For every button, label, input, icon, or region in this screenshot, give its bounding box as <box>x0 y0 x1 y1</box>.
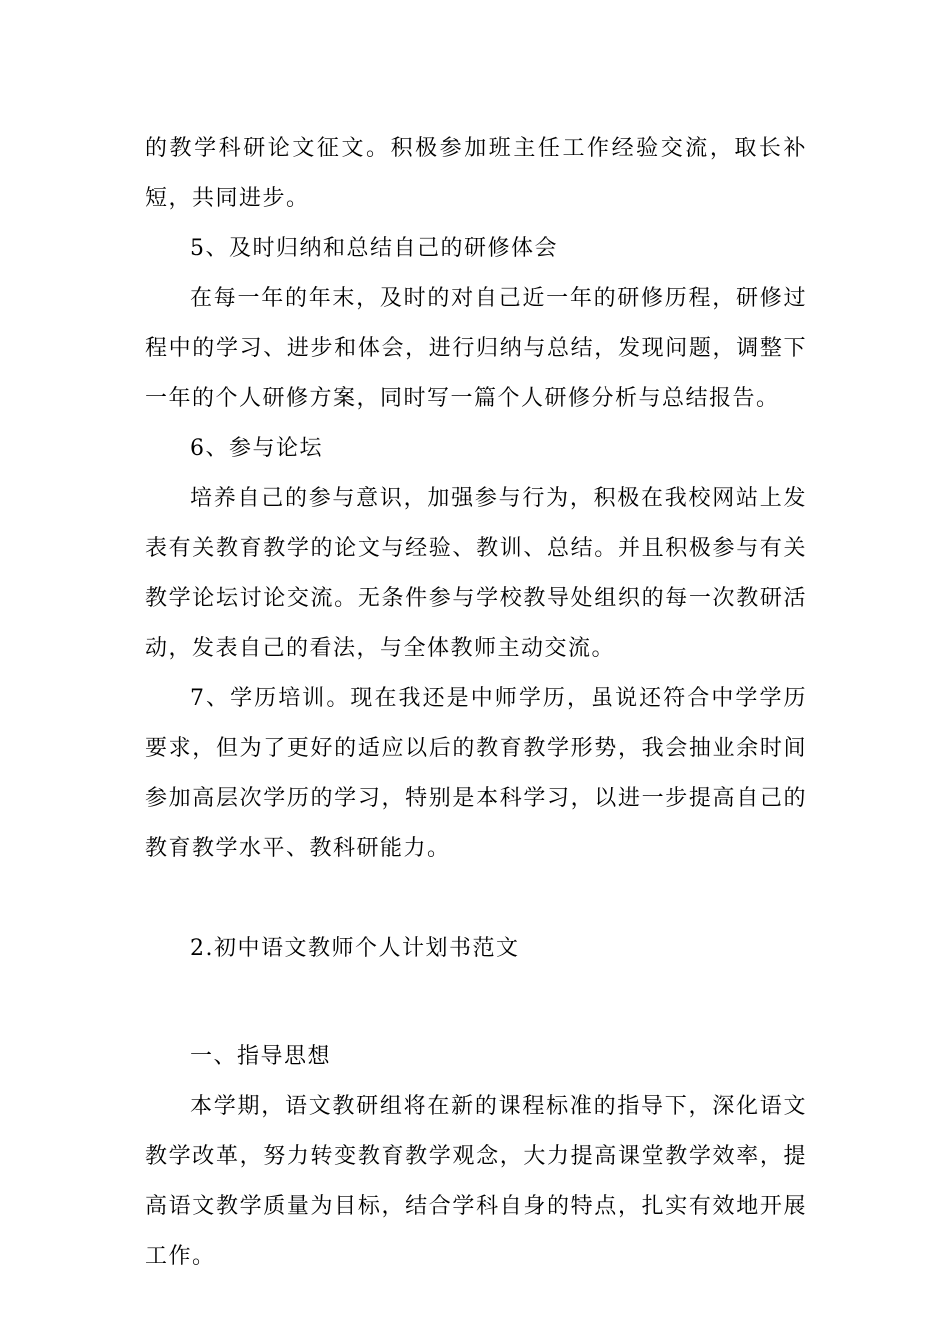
paragraph-item-5: 在每一年的年末，及时的对自己近一年的研修历程，研修过程中的学习、进步和体会，进行归纳与总结，发现问题，调整下一年的个人研修方案，同时写一篇个人研修分析与总结报告。 <box>145 286 807 411</box>
section-heading-1: 一、指导思想 <box>190 1044 332 1069</box>
paragraph-guiding-idea: 本学期，语文教研组将在新的课程标准的指导下，深化语文教学改革，努力转变教育教学观念，大力提高课堂教学效率，提高语文教学质量为目标，结合学科自身的特点，扎实有效地开展工作。 <box>145 1094 807 1269</box>
paragraph-item-6: 培养自己的参与意识，加强参与行为，积极在我校网站上发表有关教育教学的论文与经验、教训、总结。并且积极参与有关教学论坛讨论交流。无条件参与学校教导处组织的每一次教研活动，发表自己的看法，与全体教师主动交流。 <box>145 486 807 661</box>
document-body <box>145 124 807 1282</box>
item-heading-5: 5、及时归纳和总结自己的研修体会 <box>190 236 558 261</box>
item-heading-6: 6、参与论坛 <box>190 436 323 461</box>
paragraph-item-7: 7、学历培训。现在我还是中师学历，虽说还符合中学学历要求，但为了更好的适应以后的教育教学形势，我会抽业余时间参加高层次学历的学习，特别是本科学习，以进一步提高自己的教育教学水平、教科研能力。 <box>145 686 807 861</box>
section-title: 2.初中语文教师个人计划书范文 <box>190 936 520 961</box>
paragraph-continuation: 的教学科研论文征文。积极参加班主任工作经验交流，取长补短，共同进步。 <box>145 136 807 211</box>
